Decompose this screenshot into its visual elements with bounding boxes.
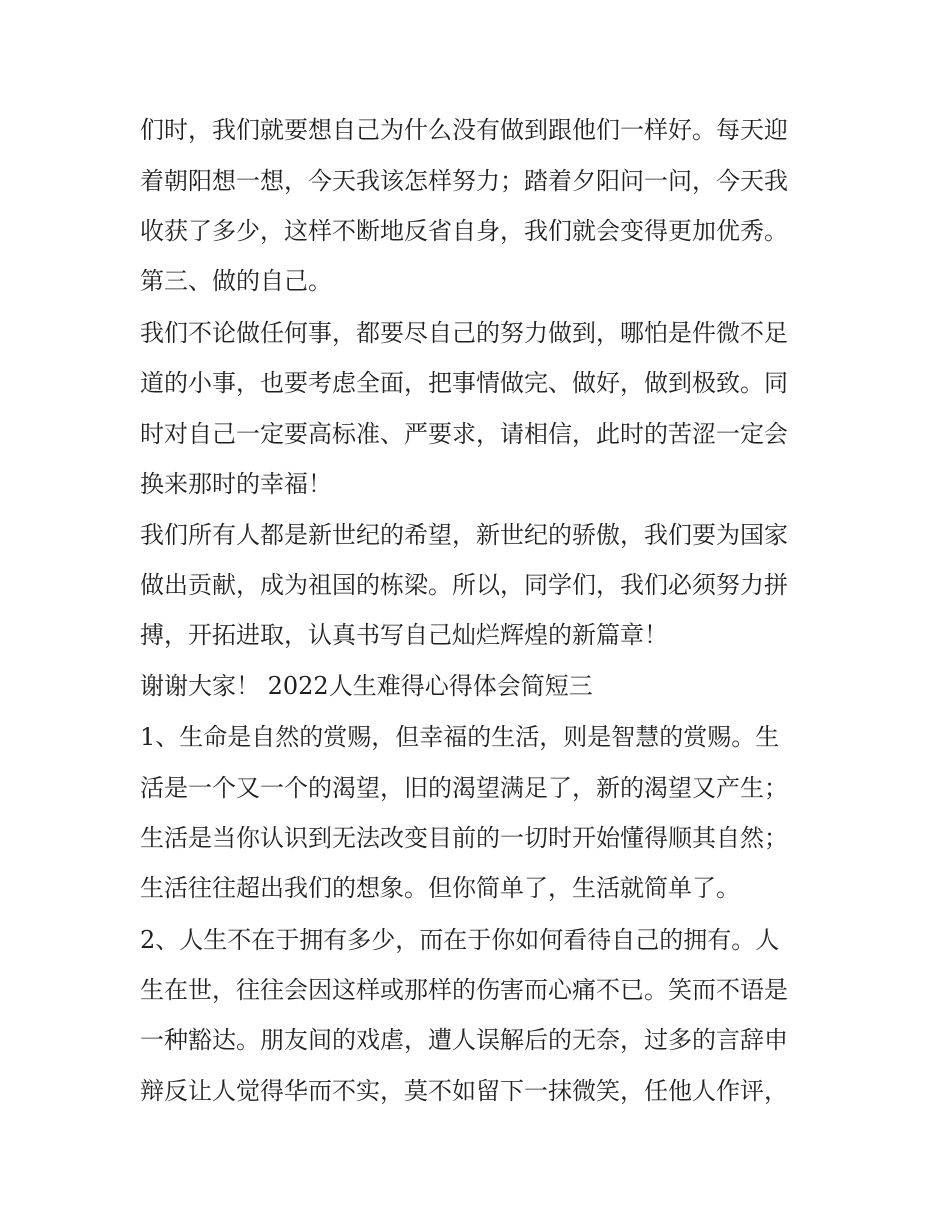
- text-line: 1、生命是自然的赏赐，但幸福的生活，则是智慧的赏赐。生: [140, 723, 780, 751]
- text-line: 活是一个又一个的渴望，旧的渴望满足了，新的渴望又产生；: [140, 774, 788, 802]
- section-heading: 第三、做的自己。: [140, 267, 332, 295]
- text-line: 生活往往超出我们的想象。但你简单了，生活就简单了。: [140, 874, 740, 902]
- text-line: 生活是当你认识到无法改变目前的一切时开始懂得顺其自然；: [140, 824, 788, 852]
- text-line: 道的小事，也要考虑全面，把事情做完、做好，做到极致。同: [140, 369, 788, 397]
- text-line: 们时，我们就要想自己为什么没有做到跟他们一样好。每天迎: [140, 116, 788, 144]
- text-line: 2、人生不在于拥有多少，而在于你如何看待自己的拥有。人: [140, 926, 780, 954]
- text-line: 我们不论做任何事，都要尽自己的努力做到，哪怕是件微不足: [140, 319, 788, 347]
- text-line: 一种豁达。朋友间的戏虐，遭人误解后的无奈，过多的言辞申: [140, 1026, 788, 1054]
- text-line: 我们所有人都是新世纪的希望，新世纪的骄傲，我们要为国家: [140, 521, 788, 549]
- text-line: 做出贡献，成为祖国的栋梁。所以，同学们，我们必须努力拼: [140, 571, 788, 599]
- text-line: 时对自己一定要高标准、严要求，请相信，此时的苦涩一定会: [140, 420, 788, 448]
- section-heading: 谢谢大家！ 2022人生难得心得体会简短三: [140, 672, 593, 700]
- text-line: 换来那时的幸福！: [140, 470, 332, 498]
- text-line: 着朝阳想一想，今天我该怎样努力；踏着夕阳问一问，今天我: [140, 167, 788, 195]
- text-line: 辩反让人觉得华而不实，莫不如留下一抹微笑，任他人作评，: [140, 1077, 788, 1105]
- text-line: 搏，开拓进取，认真书写自己灿烂辉煌的新篇章！: [140, 621, 668, 649]
- text-line: 收获了多少，这样不断地反省自身，我们就会变得更加优秀。: [140, 217, 788, 245]
- text-line: 生在世，往往会因这样或那样的伤害而心痛不已。笑而不语是: [140, 976, 788, 1004]
